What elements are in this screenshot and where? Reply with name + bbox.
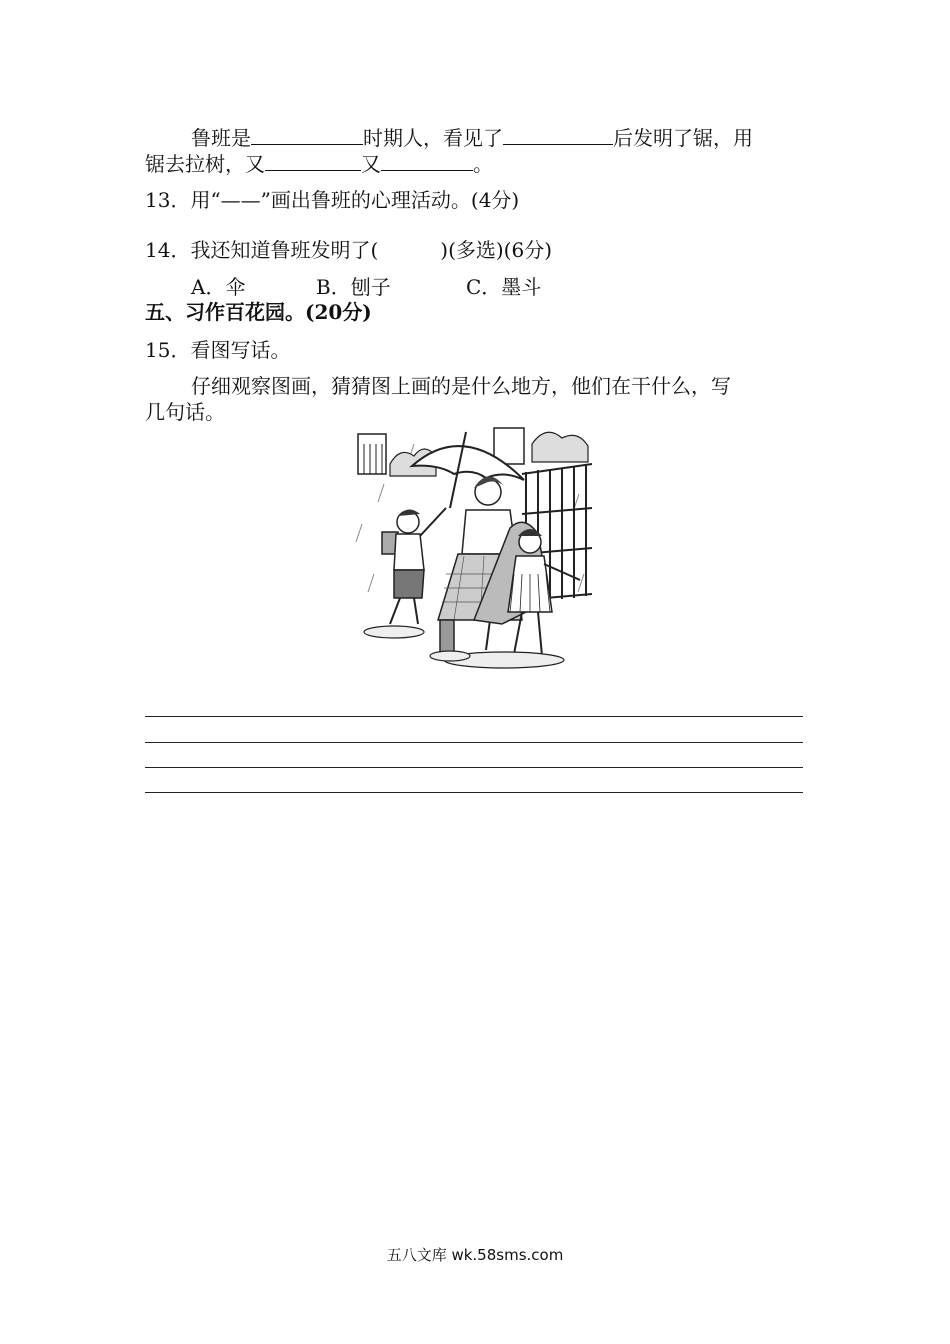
answer-blank[interactable] [265,148,361,171]
question-13 [145,186,519,214]
writing-line[interactable] [145,792,803,793]
answer-blank[interactable] [503,122,613,145]
writing-line[interactable] [145,767,803,768]
answer-blank[interactable] [381,148,473,171]
question-number: 13． [145,188,191,212]
passage-text: 。 [473,152,493,176]
passage-text: 鲁班是 [191,126,251,150]
footer-watermark: 五八文库 wk.58sms.com [386,1246,564,1264]
passage-text: 时期人，看见了 [363,126,503,150]
passage-text: 又 [361,152,381,176]
question-number: 15． [145,338,191,362]
instruction-line-1: 仔细观察图画，猜猜图上画的是什么地方，他们在干什么，写 [191,374,731,398]
option-a[interactable]: A．伞 [191,275,246,299]
answer-blank[interactable] [251,122,363,145]
option-c[interactable]: C．墨斗 [466,275,542,299]
illustration-svg [354,424,596,678]
instruction-line-2: 几句话。 [145,400,225,424]
question-14 [145,236,552,264]
question-14-options [191,273,541,301]
question-number: 14． [145,238,191,262]
passage-line-2 [145,148,493,178]
question-text: 看图写话。 [190,338,291,362]
option-b[interactable]: B．刨子 [316,275,391,299]
question-text: 我还知道鲁班发明了( [190,238,379,262]
writing-line[interactable] [145,716,803,717]
question-text: )(多选)(6分) [440,238,553,262]
rainy-day-umbrella-illustration [354,424,596,678]
question-15 [145,336,290,364]
question-text: 用“——”画出鲁班的心理活动。(4分) [190,188,520,212]
passage-text: 后发明了锯，用 [613,126,753,150]
section-heading: 五、习作百花园。(20分) [145,300,372,324]
writing-line[interactable] [145,742,803,743]
passage-text: 锯去拉树，又 [145,152,265,176]
